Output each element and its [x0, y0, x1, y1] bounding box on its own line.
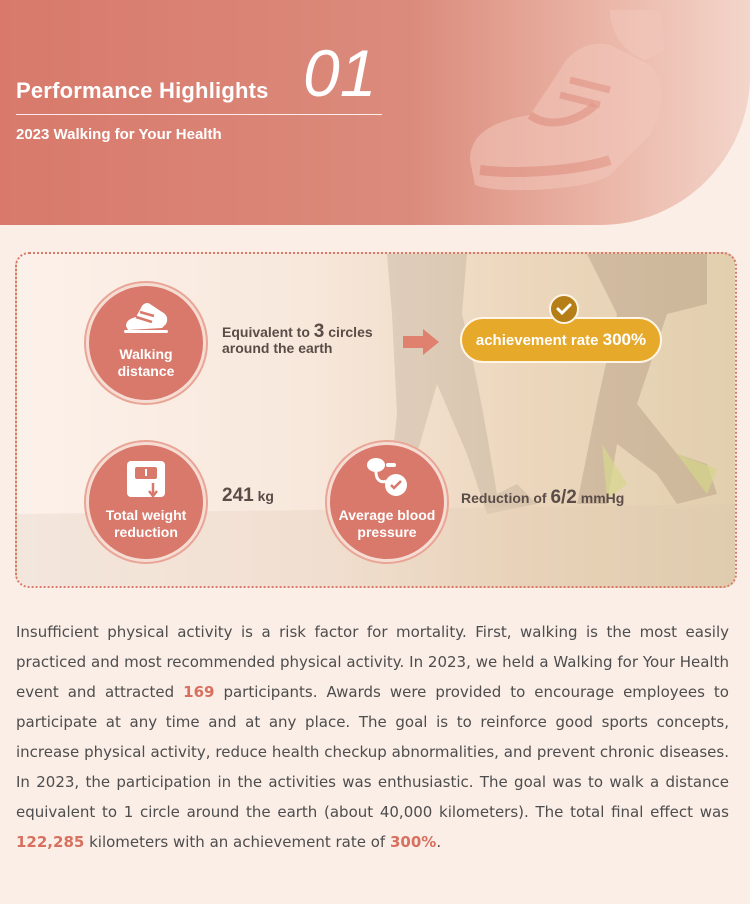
scale-icon	[125, 459, 167, 501]
participants-count: 169	[183, 683, 215, 701]
walking-distance-label-2: distance	[117, 363, 175, 379]
bp-unit: mmHg	[580, 490, 625, 506]
right-arrow-icon	[403, 329, 439, 355]
blood-pressure-value	[461, 487, 625, 508]
equiv-prefix: Equivalent to	[222, 324, 310, 340]
body-text-3: kilometers with an achievement rate of	[84, 833, 390, 851]
blood-pressure-badge	[327, 442, 447, 562]
title-divider	[16, 114, 382, 115]
bp-value: 6/2	[550, 487, 577, 508]
walking-distance-badge	[86, 283, 206, 403]
weight-value: 241	[222, 485, 254, 506]
body-text-4: .	[436, 833, 442, 851]
weight-reduction-badge	[86, 442, 206, 562]
weight-reduction-label-2: reduction	[114, 524, 178, 540]
shoe-decoration-icon	[460, 10, 670, 200]
bp-prefix: Reduction of	[461, 490, 547, 506]
weight-reduction-label-1: Total weight	[105, 507, 187, 523]
achievement-rate-inline: 300%	[389, 833, 437, 851]
body-text-2: participants. Awards were provided to encourage employees to participate at any time and at any place. The goal is to reinforce good sports concepts, increase physical activity, reduce health checkup abnormalities, and prevent chronic diseases. In 2023, the participation in the activities was enthusiastic. The goal was to walk a distance equivalent to 1 circle around the earth (about 40,000 kilometers). The total final effect was	[16, 683, 729, 821]
check-icon	[549, 294, 579, 324]
page-title: Performance Highlights	[16, 78, 269, 103]
equiv-suffix: circles	[328, 324, 373, 340]
blood-pressure-monitor-icon	[362, 455, 412, 499]
achievement-rate-value: 300%	[602, 330, 647, 349]
body-text-1: Insufficient physical activity is a risk factor for mortality. First, walking is the most easily practiced and most recommended physical activity. In 2023, we held a Walking for Your Health event and attracted	[16, 623, 729, 701]
sneaker-icon	[122, 300, 170, 334]
section-number: 01	[303, 36, 377, 110]
equiv-line2: around the earth	[222, 340, 333, 356]
total-km: 122,285	[16, 833, 85, 851]
walking-equivalent-text	[222, 321, 373, 356]
body-paragraph	[16, 617, 729, 857]
achievement-rate-label: achievement rate	[475, 332, 599, 349]
page-subtitle: 2023 Walking for Your Health	[16, 126, 222, 143]
blood-pressure-label-2: pressure	[357, 524, 417, 540]
header-banner	[0, 0, 750, 225]
blood-pressure-label-1: Average blood	[338, 507, 436, 523]
equiv-value: 3	[313, 321, 325, 342]
weight-unit: kg	[257, 488, 274, 504]
weight-reduction-value	[222, 485, 274, 506]
walking-distance-label-1: Walking	[119, 346, 173, 362]
